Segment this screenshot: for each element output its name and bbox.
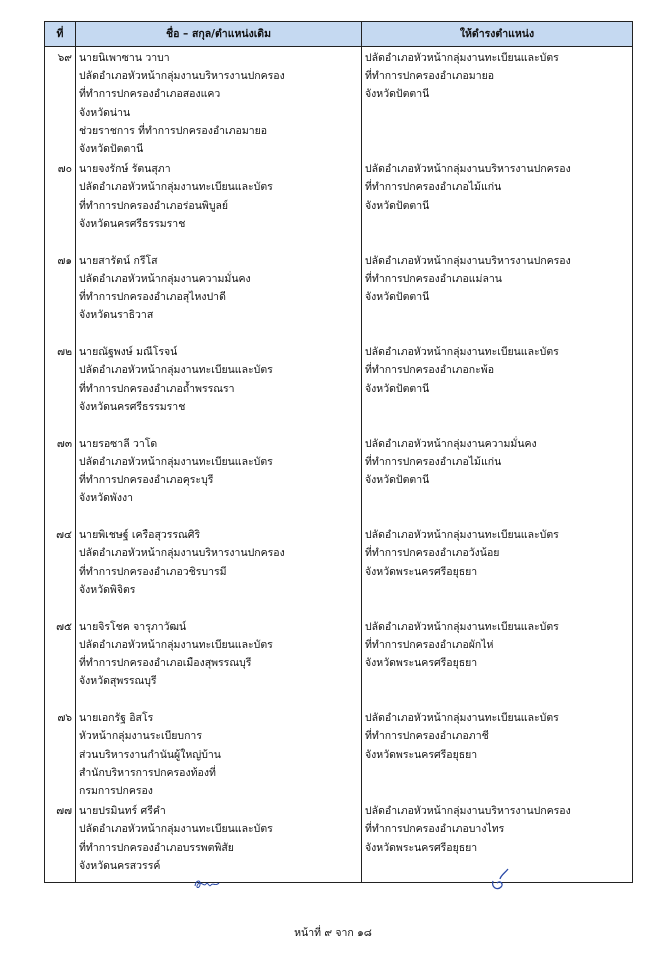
old-position-line: จังหวัดนครศรีธรรมราช [79,217,186,230]
table-header-row [45,22,633,47]
old-position-line: ที่ทำการปกครองอำเภอคุระบุรี [79,474,214,487]
old-position-line: นายเอกรัฐ อิสโร [79,712,154,725]
new-position-cell [362,433,633,525]
old-position-line: นายรอซาลี วาโด [79,437,158,450]
old-position-line: นายสารัตน์ กรีโส [79,254,158,267]
old-position-line: ที่ทำการปกครองอำเภอสองแคว [79,88,221,101]
old-position-line: นายจิรโชค จารุภาวัฒน์ [79,620,187,633]
old-position-line: นายณัฐพงษ์ มณีโรจน์ [79,346,178,359]
new-position-line: จังหวัดพระนครศรีอยุธยา [365,657,478,670]
new-position-cell [362,250,633,342]
new-position-line: ปลัดอำเภอหัวหน้ากลุ่มงานทะเบียนและบัตร [365,529,559,542]
table-row [45,158,633,250]
table-row [45,707,633,800]
old-position-line: จังหวัดสุพรรณบุรี [79,675,157,688]
old-position-line: จังหวัดนครศรีธรรมราช [79,400,186,413]
new-position-line: ที่ทำการปกครองอำเภอผักไห่ [365,638,494,651]
old-position-cell [76,707,362,800]
old-position-line: ปลัดอำเภอหัวหน้ากลุ่มงานทะเบียนและบัตร [79,455,273,468]
new-position-line: จังหวัดพระนครศรีอยุธยา [365,841,478,854]
row-number: ๗๕ [45,616,76,708]
old-position-line: หัวหน้ากลุ่มงานระเบียบการ [79,730,202,743]
old-position-cell [76,341,362,433]
old-position-cell [76,524,362,616]
appointment-table [44,21,633,883]
new-position-line: จังหวัดปัตตานี [365,88,430,101]
old-position-line: นายนิเพาซาน วาบา [79,52,170,64]
new-position-line: ที่ทำการปกครองอำเภอภาชี [365,730,489,743]
old-position-line: ปลัดอำเภอหัวหน้ากลุ่มงานทะเบียนและบัตร [79,181,273,194]
new-position-line: จังหวัดปัตตานี [365,382,430,395]
old-position-line: ที่ทำการปกครองอำเภอบรรพตพิสัย [79,841,234,854]
old-position-line: นายปรมินทร์ ศรีคำ [79,805,166,818]
row-number: ๗๓ [45,433,76,525]
old-position-line: จังหวัดพังงา [79,492,133,505]
old-position-line: ที่ทำการปกครองอำเภอถ้ำพรรณรา [79,382,235,395]
row-number: ๖๙ [45,47,76,159]
old-position-cell [76,433,362,525]
old-position-line: จังหวัดน่าน [79,106,131,119]
new-position-line: ที่ทำการปกครองอำเภอวังน้อย [365,547,500,560]
old-position-cell [76,158,362,250]
row-number: ๗๗ [45,800,76,883]
old-position-line: กรมการปกครอง [79,785,153,798]
new-position-line: ปลัดอำเภอหัวหน้ากลุ่มงานทะเบียนและบัตร [365,346,559,359]
row-number: ๗๔ [45,524,76,616]
new-position-line: จังหวัดปัตตานี [365,474,430,487]
new-position-line: จังหวัดปัตตานี [365,199,430,212]
old-position-line: ช่วยราชการ ที่ทำการปกครองอำเภอมายอ [79,124,268,137]
old-position-line: นายจงรักษ์ รัตนสุภา [79,163,171,176]
table-row [45,47,633,159]
new-position-line: จังหวัดปัตตานี [365,291,430,304]
new-position-cell [362,524,633,616]
old-position-line: ปลัดอำเภอหัวหน้ากลุ่มงานทะเบียนและบัตร [79,638,273,651]
new-position-cell [362,47,633,159]
old-position-line: นายพิเชษฐ์ เครือสุวรรณศิริ [79,529,201,542]
table-body [45,47,633,883]
new-position-line: ปลัดอำเภอหัวหน้ากลุ่มงานความมั่นคง [365,437,537,450]
table-row [45,250,633,342]
old-position-cell [76,250,362,342]
header-old-position: ชื่อ – สกุล/ตำแหน่งเดิม [76,22,362,47]
page-number: หน้าที่ ๙ จาก ๑๘ [294,927,372,939]
new-position-line: ที่ทำการปกครองอำเภอกะพ้อ [365,364,494,377]
header-no: ที่ [45,22,76,47]
new-position-line: ที่ทำการปกครองอำเภอบางไทร [365,823,505,836]
new-position-line: ปลัดอำเภอหัวหน้ากลุ่มงานบริหารงานปกครอง [365,163,571,176]
old-position-line: ที่ทำการปกครองอำเภอสุไหงปาดี [79,291,226,304]
old-position-line: ปลัดอำเภอหัวหน้ากลุ่มงานบริหารงานปกครอง [79,70,285,83]
old-position-line: ปลัดอำเภอหัวหน้ากลุ่มงานทะเบียนและบัตร [79,823,273,836]
old-position-cell [76,800,362,883]
new-position-line: จังหวัดพระนครศรีอยุธยา [365,748,478,761]
new-position-line: จังหวัดพระนครศรีอยุธยา [365,565,478,578]
table-row [45,433,633,525]
old-position-line: สำนักบริหารการปกครองท้องที่ [79,766,216,779]
old-position-line: ที่ทำการปกครองอำเภอเมืองสุพรรณบุรี [79,657,252,670]
new-position-line: ที่ทำการปกครองอำเภอมายอ [365,70,495,83]
old-position-line: ที่ทำการปกครองอำเภอร่อนพิบูลย์ [79,199,229,212]
old-position-line: จังหวัดปัตตานี [79,143,144,156]
new-position-line: ที่ทำการปกครองอำเภอแม่ลาน [365,272,502,285]
table-row [45,524,633,616]
old-position-line: ปลัดอำเภอหัวหน้ากลุ่มงานทะเบียนและบัตร [79,364,273,377]
old-position-line: จังหวัดนครสวรรค์ [79,859,161,872]
new-position-line: ปลัดอำเภอหัวหน้ากลุ่มงานบริหารงานปกครอง [365,254,571,267]
row-number: ๗๐ [45,158,76,250]
old-position-line: จังหวัดนราธิวาส [79,309,154,322]
old-position-line: ส่วนบริหารงานกำนันผู้ใหญ่บ้าน [79,748,221,761]
old-position-line: จังหวัดพิจิตร [79,583,136,596]
table-row [45,800,633,883]
row-number: ๗๑ [45,250,76,342]
old-position-cell [76,616,362,708]
new-position-line: ที่ทำการปกครองอำเภอไม้แก่น [365,181,502,194]
signature-initials-right [488,867,516,893]
new-position-line: ที่ทำการปกครองอำเภอไม้แก่น [365,455,502,468]
new-position-line: ปลัดอำเภอหัวหน้ากลุ่มงานบริหารงานปกครอง [365,805,571,818]
table-row [45,341,633,433]
new-position-cell [362,707,633,800]
row-number: ๗๖ [45,707,76,800]
old-position-line: ปลัดอำเภอหัวหน้ากลุ่มงานความมั่นคง [79,272,251,285]
new-position-line: ปลัดอำเภอหัวหน้ากลุ่มงานทะเบียนและบัตร [365,620,559,633]
row-number: ๗๒ [45,341,76,433]
old-position-cell [76,47,362,159]
new-position-cell [362,616,633,708]
old-position-line: ที่ทำการปกครองอำเภอวชิรบารมี [79,565,227,578]
new-position-line: ปลัดอำเภอหัวหน้ากลุ่มงานทะเบียนและบัตร [365,712,559,725]
table-row [45,616,633,708]
new-position-cell [362,158,633,250]
new-position-cell [362,341,633,433]
old-position-line: ปลัดอำเภอหัวหน้ากลุ่มงานบริหารงานปกครอง [79,547,285,560]
new-position-line: ปลัดอำเภอหัวหน้ากลุ่มงานทะเบียนและบัตร [365,52,559,64]
header-new-position: ให้ดำรงตำแหน่ง [362,22,633,47]
signature-initials-left [192,876,222,892]
